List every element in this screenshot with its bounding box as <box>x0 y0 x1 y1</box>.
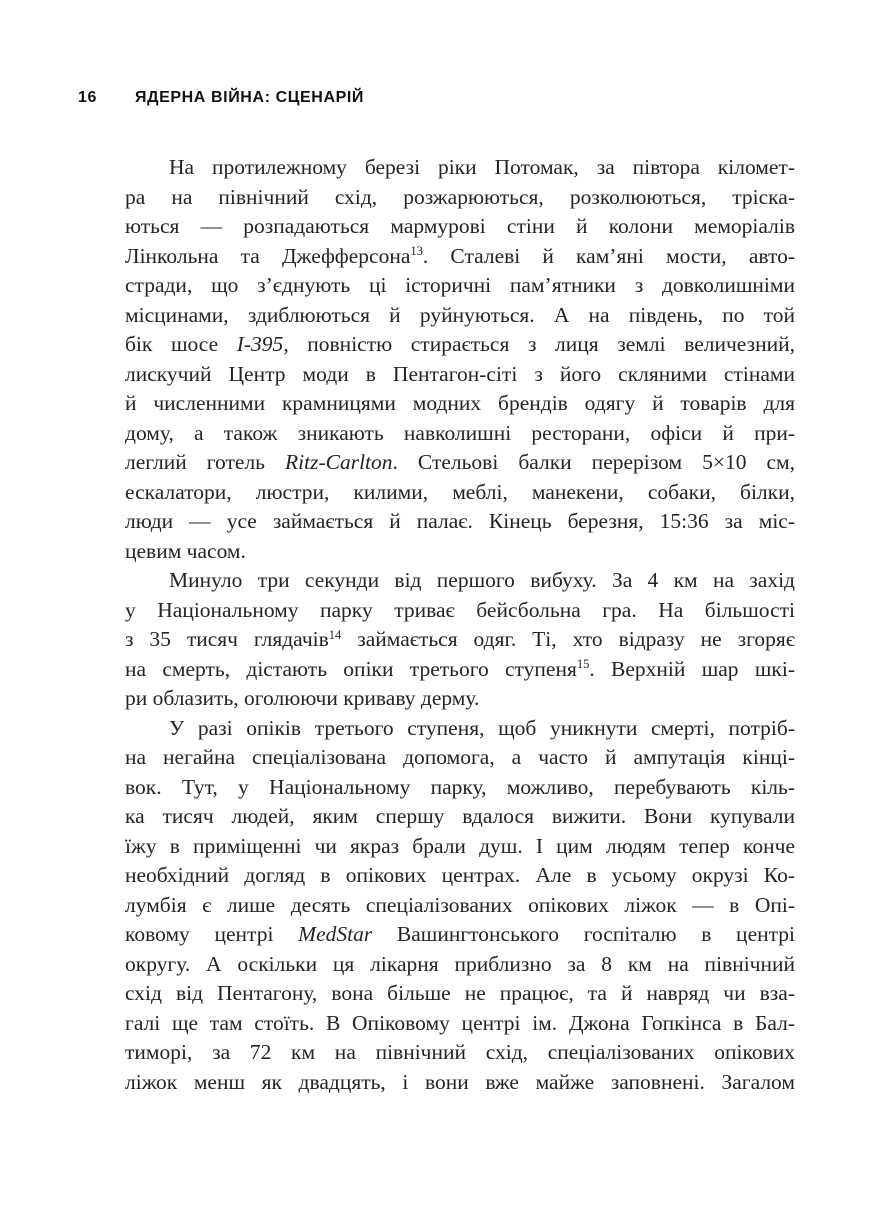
text-line <box>125 979 795 1009</box>
text-run: ються — розпадаються мармурові стіни й колони меморіалів <box>125 214 795 238</box>
text-line <box>125 773 795 803</box>
footnote-ref: 14 <box>328 627 342 642</box>
text-line <box>125 212 795 242</box>
text-line <box>125 389 795 419</box>
text-line <box>125 448 795 478</box>
text-line <box>125 891 795 921</box>
text-run: необхідний догляд в опікових центрах. Але в усьому окрузі Ко- <box>125 863 795 887</box>
text-line <box>125 802 795 832</box>
paragraph <box>125 566 795 714</box>
text-run: У разі опіків третього ступеня, щоб уникнути смерті, потріб- <box>169 715 795 740</box>
text-run: місцинами, здиблюються й руйнуються. А на південь, по той <box>125 302 795 327</box>
text-run: . Стельові балки перерізом 5×10 см, <box>392 450 795 474</box>
text-run: вок. Тут, у Національному парку, можливо, перебувають кіль- <box>125 774 795 799</box>
text-line <box>125 242 795 272</box>
footnote-ref: 13 <box>410 244 423 258</box>
text-run: займається одяг. Ті, хто відразу не згоряє <box>341 627 795 651</box>
text-line <box>125 330 795 360</box>
text-run: ліжок менш як двадцять, і вони вже майже заповнені. Загалом <box>125 1069 795 1094</box>
text-run: леглий готель <box>125 450 285 474</box>
text-line <box>125 655 795 685</box>
footnote-ref: 15 <box>576 657 590 671</box>
italic-text: MedStar <box>298 922 373 946</box>
text-run: ра на північний схід, розжарюються, розколюються, тріска- <box>125 184 795 209</box>
text-run: їжу в приміщенні чи якраз брали душ. І цим людям тепер конче <box>125 833 795 858</box>
text-run: ескалатори, люстри, килими, меблі, манекени, собаки, білки, <box>125 479 795 504</box>
text-line <box>125 360 795 390</box>
text-line <box>125 1009 795 1039</box>
text-run: . Сталеві й кам’яні мости, авто- <box>422 243 796 268</box>
paragraph <box>125 153 795 566</box>
text-run: ри облазить, оголюючи криваву дерму. <box>125 686 480 710</box>
text-run: округу. А оскільки ця лікарня приблизно за 8 км на північний <box>125 951 795 976</box>
text-line <box>125 419 795 449</box>
text-line <box>125 950 795 980</box>
text-run: ковому центрі <box>125 922 299 946</box>
text-line <box>125 714 795 744</box>
italic-text: Ritz-Carlton <box>285 450 393 474</box>
italic-text: I-395 <box>236 332 284 356</box>
text-line <box>125 1068 795 1098</box>
paragraph <box>125 714 795 1098</box>
text-line <box>125 271 795 301</box>
text-line <box>125 507 795 537</box>
text-run: галі ще там стоїть. В Опіковому центрі ім. Джона Гопкінса в Бал- <box>125 1010 795 1035</box>
text-line <box>125 1038 795 1068</box>
text-run: ка тисяч людей, яким спершу вдалося вижити. Вони купували <box>125 804 795 828</box>
body-text <box>125 153 795 1097</box>
running-title: ЯДЕРНА ВІЙНА: СЦЕНАРІЙ <box>135 89 365 106</box>
text-run: лискучий Центр моди в Пентагон-сіті з його скляними стінами <box>125 361 795 386</box>
text-run: лумбія є лише десять спеціалізованих опікових ліжок — в Опі- <box>125 892 795 917</box>
text-run: бік шосе <box>125 332 237 356</box>
text-run: Вашингтонського госпіталю в центрі <box>372 922 795 946</box>
text-line <box>125 478 795 508</box>
text-run: тиморі, за 72 км на північний схід, спеціалізованих опікових <box>125 1040 795 1064</box>
text-run: схід від Пентагону, вона більше не працює, та й навряд чи вза- <box>125 981 795 1005</box>
text-run: , повністю стирається з лиця землі величезний, <box>283 332 795 356</box>
text-run: . Верхній шар шкі- <box>589 656 795 681</box>
text-run: стради, що з’єднують ці історичні пам’ятники з довколишніми <box>125 273 795 297</box>
text-line <box>125 153 795 183</box>
text-line <box>125 566 795 596</box>
text-line <box>125 832 795 862</box>
text-line <box>125 596 795 626</box>
text-line <box>125 684 795 714</box>
text-run: дому, а також зникають навколишні ресторани, офіси й при- <box>125 420 795 445</box>
text-run: й численними крамницями модних брендів одягу й товарів для <box>125 391 795 415</box>
text-line <box>125 537 795 567</box>
text-run: на смерть, дістають опіки третього ступеня <box>125 656 577 681</box>
text-line <box>125 861 795 891</box>
page-header <box>78 90 364 106</box>
text-line <box>125 920 795 950</box>
text-run: Минуло три секунди від першого вибуху. За 4 км на захід <box>169 568 795 592</box>
text-line <box>125 301 795 331</box>
text-run: На протилежному березі ріки Потомак, за півтора кіломет- <box>169 155 795 179</box>
text-run: цевим часом. <box>125 538 246 563</box>
text-run: на негайна спеціалізована допомога, а часто й ампутація кінці- <box>125 745 795 769</box>
text-run: у Національному парку триває бейсбольна гра. На більшості <box>125 597 795 622</box>
text-run: Лінкольна та Джефферсона <box>125 243 411 268</box>
text-run: з 35 тисяч глядачів <box>125 627 329 651</box>
text-run: люди — усе займається й палає. Кінець березня, 15:36 за міс- <box>125 509 795 533</box>
page-number: 16 <box>78 89 97 106</box>
text-line <box>125 625 795 655</box>
text-line <box>125 743 795 773</box>
text-line <box>125 183 795 213</box>
